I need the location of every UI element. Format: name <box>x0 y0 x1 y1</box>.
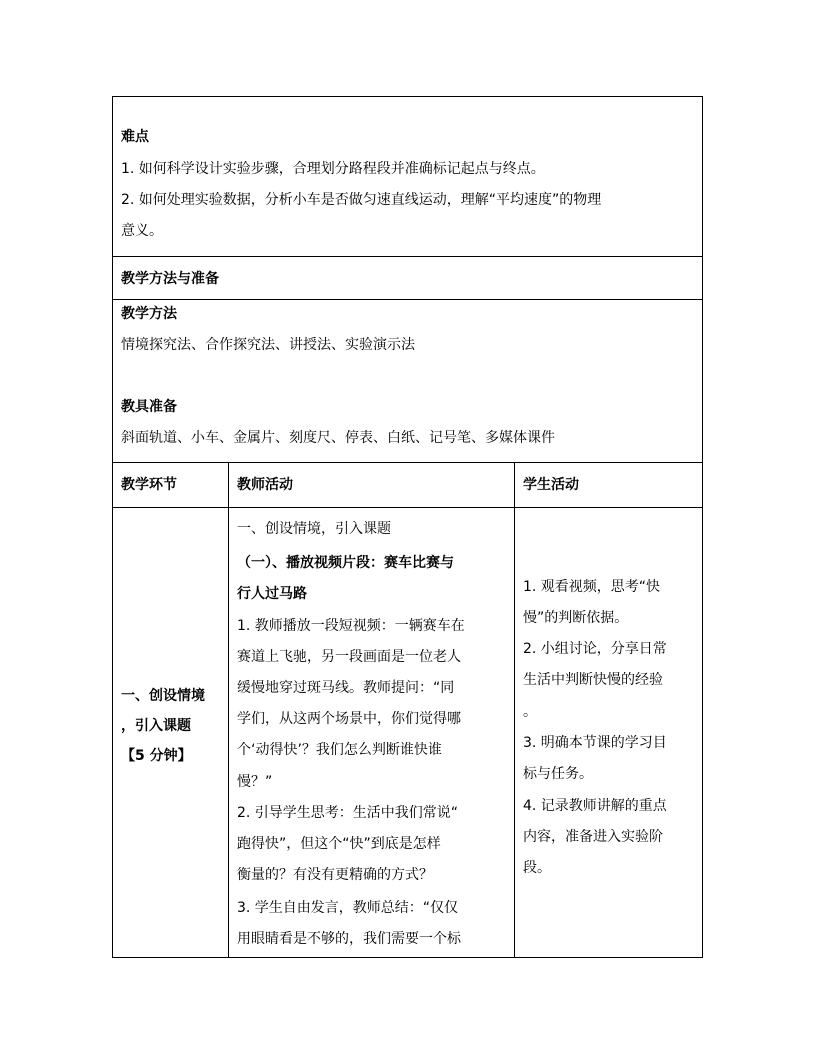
difficulty-item-2-line-1: 2. 如何处理实验数据，分析小车是否做匀速直线运动，理解“平均速度”的物理 <box>121 192 602 208</box>
header-teacher-activity: 教师活动 <box>237 477 293 493</box>
student-line: 段。 <box>523 860 551 876</box>
student-line: 3. 明确本节课的学习目 <box>523 735 667 751</box>
column-divider <box>514 462 515 958</box>
teacher-line: 2. 引导学生思考：生活中我们常说“ <box>237 805 459 821</box>
student-line: 2. 小组讨论，分享日常 <box>523 641 667 657</box>
stage-line: ，引入课题 <box>121 718 191 734</box>
student-line: 慢”的判断依据。 <box>523 610 629 626</box>
teacher-line: 一、创设情境，引入课题 <box>237 521 391 537</box>
row-divider <box>112 507 703 508</box>
column-divider <box>228 462 229 958</box>
methods-prep-title: 教学方法与准备 <box>121 271 219 287</box>
student-line: 生活中判断快慢的经验 <box>523 672 663 688</box>
teacher-line: 慢？” <box>237 774 273 790</box>
tools-heading: 教具准备 <box>121 399 177 415</box>
teacher-line: 赛道上飞驰，另一段画面是一位老人 <box>237 649 461 665</box>
teacher-line: 缓慢地穿过斑马线。教师提问：“同 <box>237 680 455 696</box>
student-line: 标与任务。 <box>523 766 593 782</box>
teacher-line: 跑得快”，但这个“快”到底是怎样 <box>237 836 441 852</box>
teacher-line: 1. 教师播放一段短视频：一辆赛车在 <box>237 618 465 634</box>
student-line: 内容，准备进入实验阶 <box>523 829 663 845</box>
row-divider <box>112 256 703 257</box>
tools-text: 斜面轨道、小车、金属片、刻度尺、停表、白纸、记号笔、多媒体课件 <box>121 430 555 446</box>
student-line: 。 <box>523 704 537 720</box>
difficulty-heading: 难点 <box>121 129 149 145</box>
header-student-activity: 学生活动 <box>523 477 579 493</box>
student-line: 1. 观看视频，思考“快 <box>523 579 661 595</box>
header-stage: 教学环节 <box>121 477 177 493</box>
stage-duration: 【5 分钟】 <box>121 748 192 764</box>
row-divider <box>112 462 703 463</box>
row-divider <box>112 299 703 300</box>
teacher-line: （一）、播放视频片段：赛车比赛与 <box>237 555 454 571</box>
methods-text: 情境探究法、合作探究法、讲授法、实验演示法 <box>121 337 415 353</box>
difficulty-item-2-line-2: 意义。 <box>121 223 163 239</box>
stage-line: 一、创设情境 <box>121 688 205 704</box>
student-line: 4. 记录教师讲解的重点 <box>523 798 667 814</box>
teacher-line: 衡量的？有没有更精确的方式？ <box>237 867 433 883</box>
methods-heading: 教学方法 <box>121 306 177 322</box>
teacher-line: 学们，从这两个场景中，你们觉得哪 <box>237 711 461 727</box>
teacher-line: 行人过马路 <box>237 586 307 602</box>
teacher-line: 3. 学生自由发言，教师总结：“仅仅 <box>237 900 459 916</box>
teacher-line: 用眼睛看是不够的，我们需要一个标 <box>237 931 461 947</box>
teacher-line: 个‘动得快’？我们怎么判断谁快谁 <box>237 742 442 758</box>
difficulty-item-1: 1. 如何科学设计实验步骤，合理划分路程段并准确标记起点与终点。 <box>121 161 545 177</box>
